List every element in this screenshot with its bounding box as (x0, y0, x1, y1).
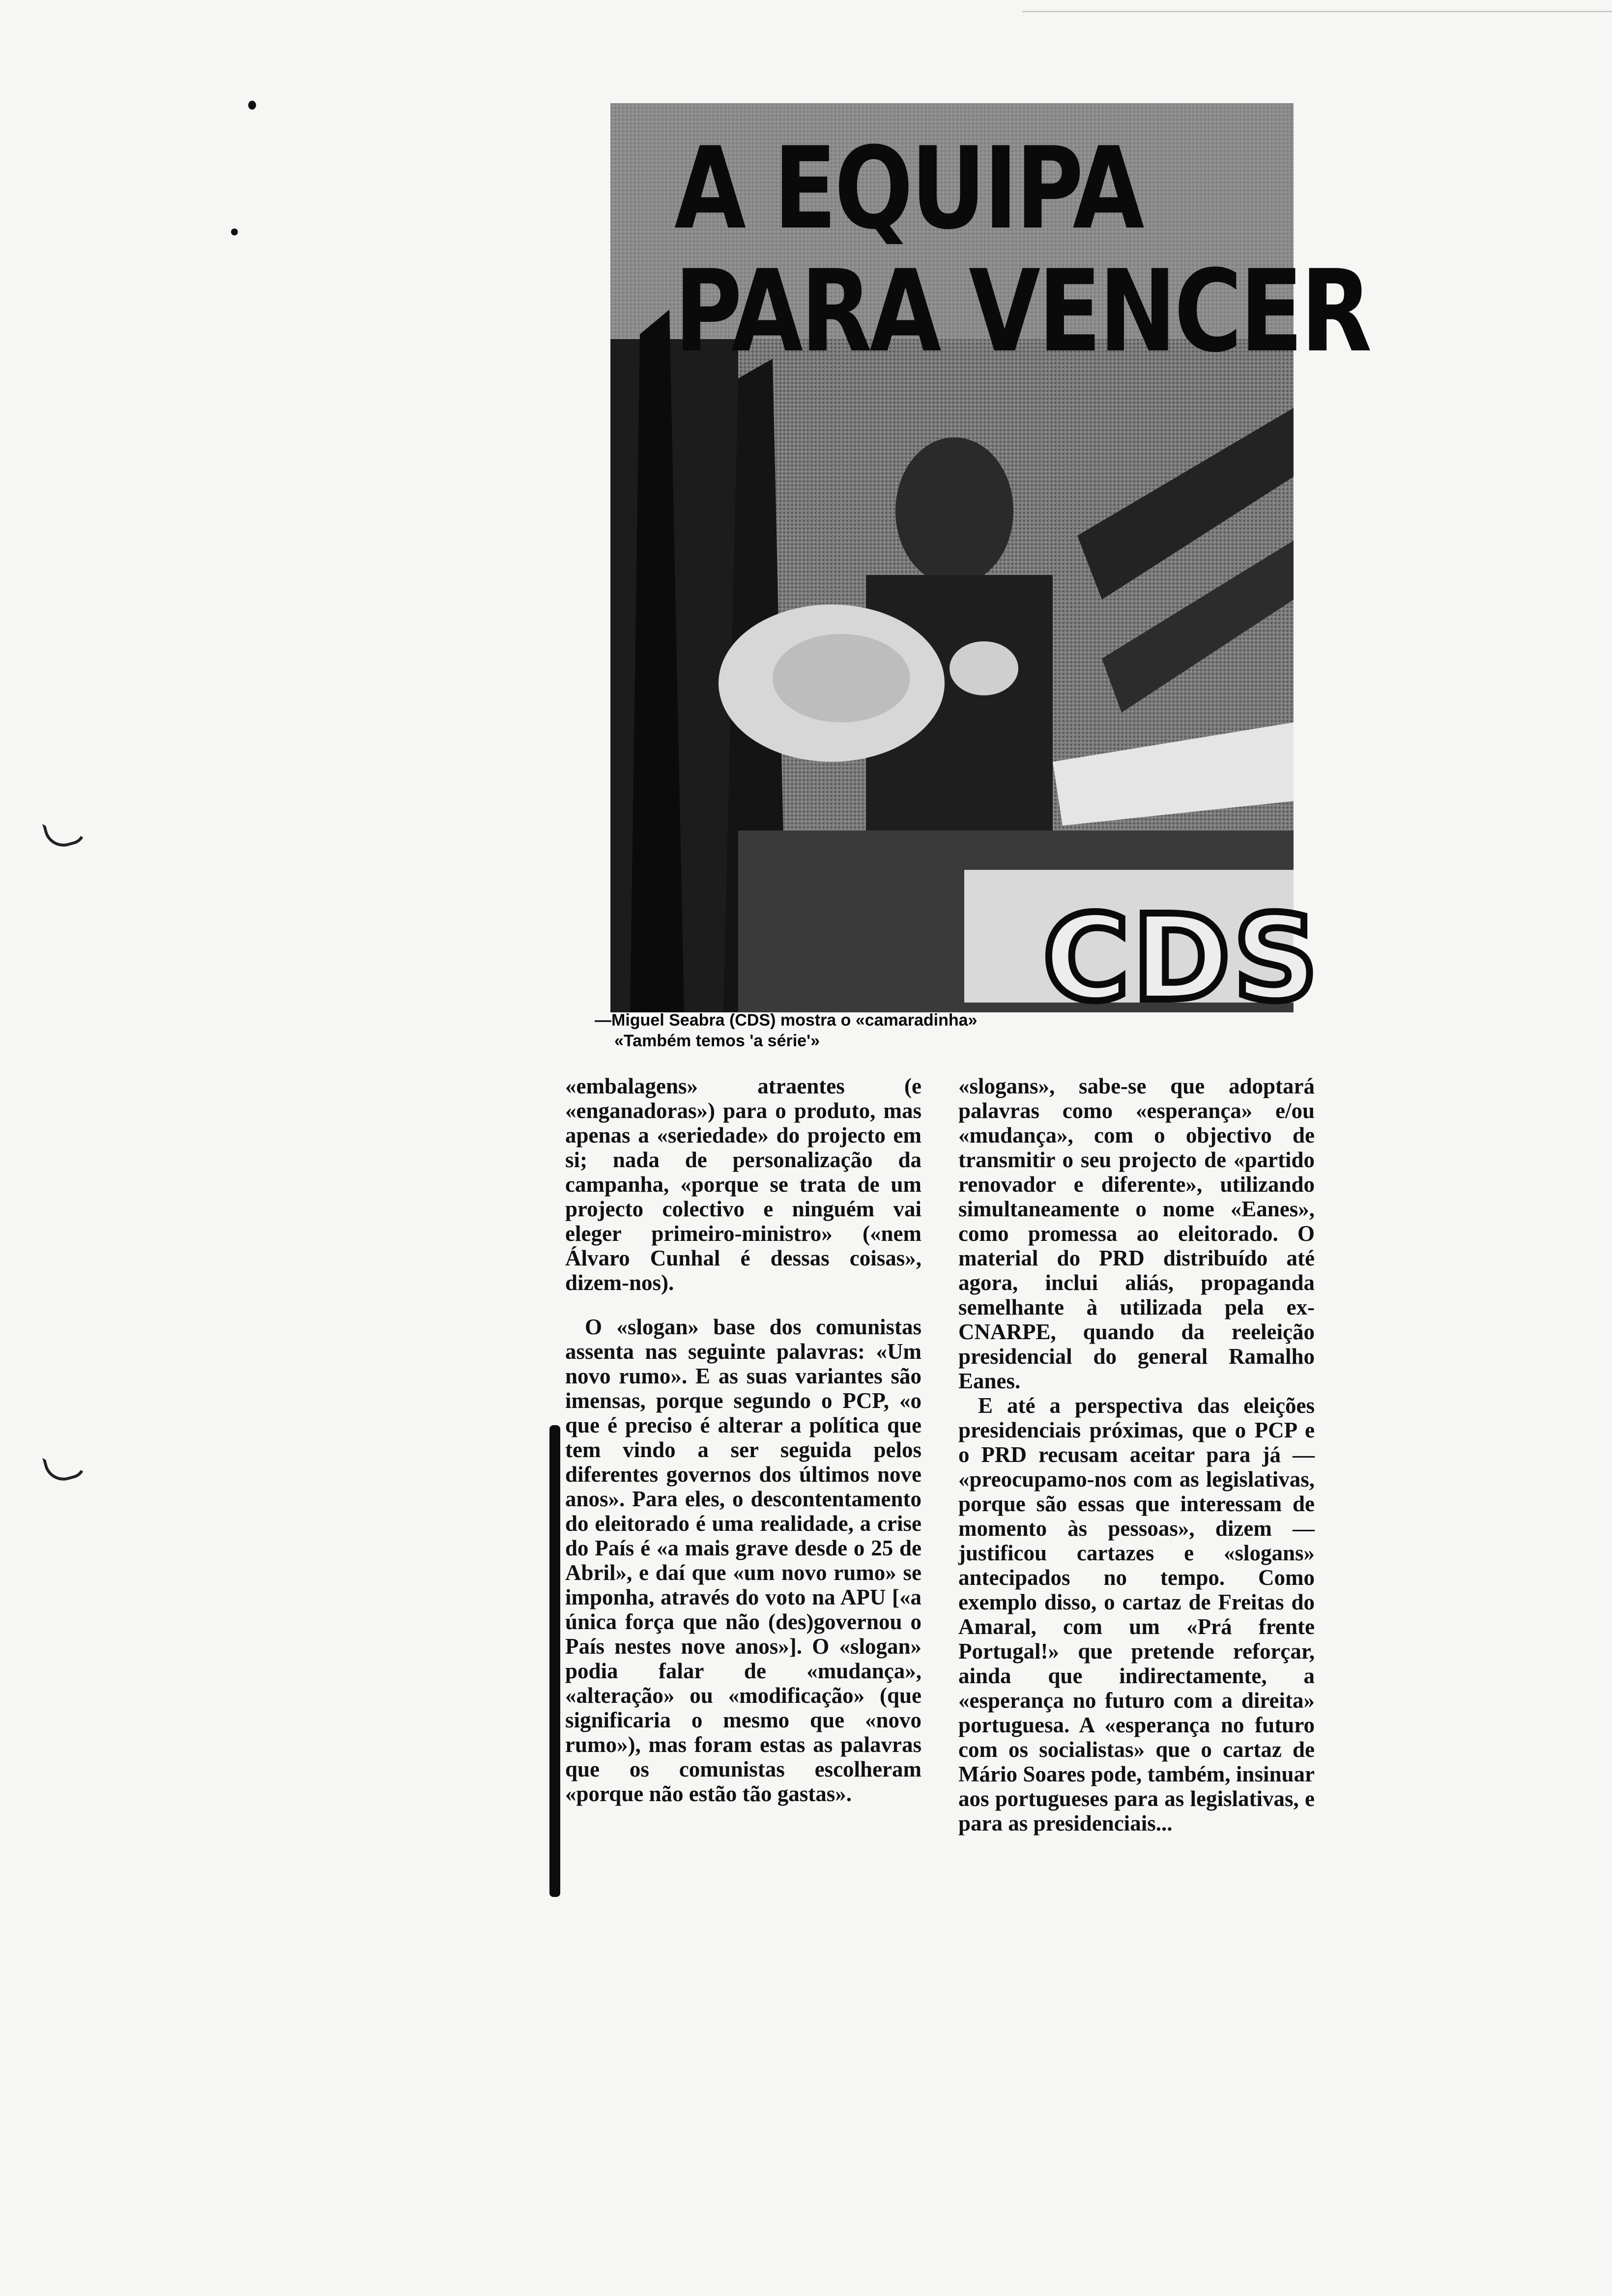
photo-caption (595, 1010, 1332, 1051)
paragraph: «slogans», sabe-se que adoptará palavras como «esperança» e/ou «mudança», com o objectivo de transmitir o seu projecto de «partido renovador e diferente», utilizando simultaneamente o nome «Eanes», como promessa ao eleitorado. O material do PRD distribuído até agora, inclui aliás, propaganda semelhante à utilizada pela ex-CNARPE, quando da reeleição presidencial do general Ramalho Eanes. (958, 1074, 1315, 1393)
paragraph: «embalagens» atraentes (e «enganadoras») para o produto, mas apenas a «seriedade» do projecto em si; nada de personalização da campanha, «porque se trata de um projecto colectivo e ninguém vai eleger primeiro-ministro» («nem Álvaro Cunhal é dessas coisas», dizem-nos). (565, 1074, 921, 1295)
article-column-left (565, 1074, 921, 1806)
headline-line-2: PARA VENCER (674, 246, 1370, 377)
page-edge-line (1022, 11, 1612, 12)
paragraph: O «slogan» base dos comunistas assenta nas seguinte palavras: «Um novo rumo». E as suas variantes são imensas, porque segundo o PCP, «o que é preciso é alterar a política que tem vindo a ser seguida pelos diferentes governos dos últimos nove anos». Para eles, o descontentamento do eleitorado é uma realidade, a crise do País é «a mais grave desde o 25 de Abril», e daí que «um novo rumo» se imponha, através do voto na APU [«a única força que não (des)governou o País nestes nove anos»]. O «slogan» podia falar de «mudança», «alteração» ou «modificação» (que significaria o mesmo que «novo rumo»), mas foram estas as palavras que os comunistas escolheram «porque não estão tão gastas». (565, 1315, 921, 1806)
caption-line-2: «Também temos 'a série'» (614, 1032, 820, 1050)
headline-line-1: A EQUIPA (674, 123, 1142, 255)
headline (674, 123, 1370, 377)
hole-punch-mark (42, 1447, 88, 1485)
cds-logo: CDS (1043, 890, 1322, 1027)
margin-marker-bar (549, 1425, 560, 1897)
paragraph: E até a perspectiva das eleições presidenciais próximas, que o PCP e o PRD recusam aceitar para já — «preocupamo-nos com as legislativas, porque são essas que interessam de momento às pessoas», dizem — justificou cartazes e «slogans» antecipados no tempo. Como exemplo disso, o cartaz de Freitas do Amaral, com um «Prá frente Portugal!» que pretende reforçar, ainda que indirectamente, a «esperança no futuro com a direita» portuguesa. A «esperança no futuro com os socialistas» que o cartaz de Mário Soares pode, também, insinuar aos portugueses para as legislativas, e para as presidenciais... (958, 1393, 1315, 1836)
hole-punch-mark (42, 813, 88, 851)
article-column-right (958, 1074, 1315, 1836)
caption-line-1: —Miguel Seabra (CDS) mostra o «camaradinha» (595, 1011, 978, 1030)
scan-speck (248, 101, 256, 110)
scan-speck (231, 229, 238, 235)
